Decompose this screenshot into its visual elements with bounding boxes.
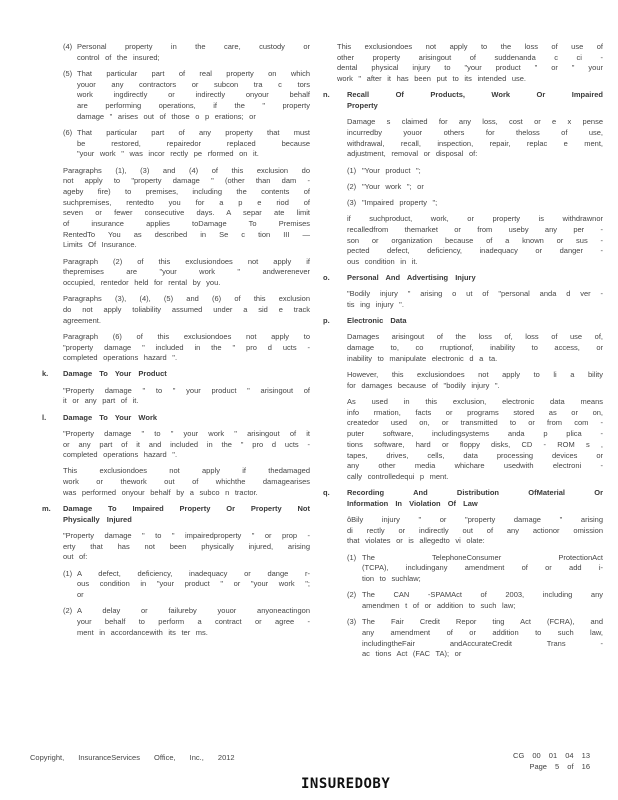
text-line: cally controlledequi p ment. [347, 471, 449, 481]
item-label: (4) [63, 42, 73, 51]
text-line: Paragraphs (1), (3) and (4) of this exclusion do [63, 165, 310, 175]
paragraph [347, 289, 603, 310]
item-label: n. [323, 90, 330, 100]
text-line: work " after it has been put to its intended use. [337, 74, 527, 84]
text-line: Paragraph (6) of this exclusiondoes not apply to [63, 331, 310, 341]
text-line: or any part of it and included in the " pro d ucts - [63, 439, 310, 449]
text-line: "your work " was incor rectly pe rformed on it. [77, 149, 259, 159]
text-line: work ingdirectly or indirectly onyour behalf [77, 90, 310, 100]
text-line: youor any contractors or subcon tra c tors [77, 79, 310, 89]
text-line: control of the insured; [77, 52, 160, 62]
text-line: pected defect, deficiency, inadequacy or danger - [347, 246, 603, 256]
paragraph [347, 332, 603, 364]
text-line: Damage To Your Work [63, 412, 158, 422]
text-line: This exclusiondoes not apply if thedamaged [63, 466, 310, 476]
section-heading [323, 273, 603, 284]
text-line: This exclusiondoes not apply to the loss of use of [337, 42, 603, 51]
text-line: Electronic Data [347, 316, 407, 326]
paragraph [347, 370, 603, 391]
text-line: damage " arises out of those o p erations; or [77, 111, 256, 121]
text-line: Recording And Distribution OfMaterial Or [347, 488, 603, 498]
item-label: (2) [347, 181, 357, 191]
text-line: "Impaired property "; [362, 197, 438, 207]
text-line: "Your work "; or [362, 181, 424, 191]
text-line: tions software, hard or floppy disks, CD - ROM s , [347, 439, 603, 449]
item-label: o. [323, 273, 330, 283]
text-line: A defect, deficiency, inadequacy or dange r- [77, 568, 310, 578]
paragraph [63, 429, 310, 461]
text-line: be restored, repairedor replaced because [77, 138, 310, 148]
text-line: any other media whichare usedwith electroni - [347, 461, 603, 471]
text-line: Damage To Your Product [63, 369, 167, 379]
text-line: "Property damage " to " your product " arisingout of [63, 385, 310, 395]
list-item [63, 569, 310, 601]
text-line: damage to, co rruptionof, inability to access, or [347, 343, 603, 353]
text-line: dental physical injury to "your product " or " your [337, 63, 603, 73]
text-line: for damages because of "bodily injury ". [347, 380, 500, 390]
paragraph [63, 166, 310, 252]
text-line: Limits Of Insurance. [63, 240, 137, 250]
page-number: Page 5 of 16 [529, 762, 590, 771]
text-line: not apply to "property damage " (other than dam - [63, 176, 310, 186]
text-line: The TelephoneConsumer ProtectionAct [362, 552, 603, 562]
section-heading [42, 413, 310, 424]
paragraph [63, 257, 310, 289]
item-label: q. [323, 488, 330, 498]
text-line: occupied, rentedor held for rental by you. [63, 278, 221, 288]
text-line: includingtheFair andAccurateCredit Trans - [362, 638, 603, 648]
text-line: Physically Injured [63, 514, 132, 524]
item-label: (2) [347, 590, 357, 600]
item-label: m. [42, 504, 51, 514]
text-line: was performed onyour behalf by a subco n tractor. [63, 487, 258, 497]
insured-copy-stamp: INSUREDOBY [301, 776, 391, 792]
paragraph [63, 332, 310, 364]
paragraph [63, 531, 310, 563]
text-line: As used in this exclusion, electronic data means [347, 396, 603, 406]
item-label: (3) [347, 617, 357, 627]
text-line: puter software, includingsystems anda p plica - [347, 429, 603, 439]
text-line: That particular part of real property on which [77, 68, 310, 78]
item-label: l. [42, 412, 47, 422]
text-line: ageby fire) to premises, including the contents of [63, 186, 310, 196]
text-line: (TCPA), includingany amendment of or add i- [362, 563, 603, 573]
text-line: The CAN -SPAMAct of 2003, including any [362, 590, 603, 600]
text-line: createdor used on, or transmitted to or from com - [347, 418, 603, 428]
paragraph [347, 515, 603, 547]
footer-form-reference [513, 750, 590, 772]
text-line: that violates or is allegedto vi olate: [347, 536, 485, 546]
text-line: or [77, 589, 84, 599]
text-line: any amendment of or addition to such law, [362, 627, 603, 637]
left-text-column [42, 42, 310, 644]
text-line: adjustment, removal or disposal of: [347, 149, 478, 159]
text-line: "Property damage " to " your work " arisingout of it [63, 428, 310, 438]
text-line: That particular part of any property that must [77, 127, 310, 137]
list-item [347, 182, 603, 193]
text-line: tion to suchlaw; [362, 574, 421, 584]
text-line: Damages arisingout of the loss of, loss of use of, [347, 332, 603, 342]
text-line: out of: [63, 552, 88, 562]
paragraph [337, 42, 603, 85]
text-line: "Property damage " to " impairedproperty " or prop - [63, 530, 310, 540]
item-label: (1) [63, 568, 73, 578]
paragraph [347, 117, 603, 160]
text-line: "Your product "; [362, 165, 421, 175]
text-line: Damage s claimed for any loss, cost or e x pense [347, 117, 603, 127]
text-line: However, this exclusiondoes not apply to li a bility [347, 370, 603, 380]
item-label: (6) [63, 127, 73, 137]
list-item [347, 553, 603, 585]
text-line: inability to manipulate electronic d a ta. [347, 353, 498, 363]
item-label: k. [42, 369, 49, 379]
text-line: Information In Violation Of Law [347, 498, 478, 508]
text-line: tapes, drives, cells, data processing devices or [347, 450, 603, 460]
item-label: (5) [63, 68, 73, 78]
text-line: thepremises are "your work " andwerenever [63, 267, 310, 277]
section-heading [42, 504, 310, 525]
list-item [347, 198, 603, 209]
section-heading [323, 316, 603, 327]
text-line: Property [347, 101, 378, 111]
text-line: RentedTo You as described in Se c tion III — [63, 229, 310, 239]
right-text-column [323, 42, 603, 665]
text-line: ac tions Act (FAC TA); or [362, 649, 462, 659]
section-heading [323, 90, 603, 111]
paragraph [63, 386, 310, 407]
text-line: ous condition in "your product " or "your work "; [77, 579, 310, 589]
text-line: erty that has not been physically injured, arising [63, 541, 310, 551]
text-line: "property damage " included in the " pro d ucts - [63, 342, 310, 352]
text-line: Personal property in the care, custody or [77, 42, 310, 51]
text-line: Paragraphs (3), (4), (5) and (6) of this exclusion [63, 294, 310, 304]
item-label: (2) [63, 606, 73, 616]
text-line: amendmen t of or addition to such law; [362, 600, 516, 610]
text-line: ous condition in it. [347, 256, 418, 266]
section-heading [323, 488, 603, 509]
text-line: Recall Of Products, Work Or Impaired [347, 90, 603, 100]
paragraph [63, 294, 310, 326]
text-line: it or any part of it. [63, 396, 139, 406]
text-line: withdrawal, recall, inspection, repair, replac e ment, [347, 138, 603, 148]
text-line: suchpremises, rentedto you for a p e riod of [63, 197, 310, 207]
text-line: agreement. [63, 315, 101, 325]
text-line: work or thework out of whichthe damagearises [63, 477, 310, 487]
list-item [63, 42, 310, 63]
text-line: Paragraph (2) of this exclusiondoes not apply if [63, 256, 310, 266]
paragraph [347, 214, 603, 268]
text-line: Damage To Impaired Property Or Property Not [63, 504, 310, 514]
text-line: A delay or failureby youor anyoneactingon [77, 606, 310, 616]
form-number: CG 00 01 04 13 [513, 751, 590, 760]
paragraph [63, 466, 310, 498]
text-line: incurredby youor others for theloss of use, [347, 127, 603, 137]
text-line: do not apply toliability assumed under a sid e track [63, 304, 310, 314]
list-item [63, 69, 310, 123]
item-label: p. [323, 316, 330, 326]
list-item [63, 606, 310, 638]
text-line: Personal And Advertising Injury [347, 273, 476, 283]
text-line: completed operations hazard ". [63, 450, 178, 460]
text-line: "Bodily injury " arising o ut of "personal anda d ver - [347, 289, 603, 299]
text-line: are performing operations, if the " property [77, 101, 310, 111]
copyright-text: Copyright, InsuranceServices Office, Inc., 2012 [30, 753, 235, 762]
text-line: info rmation, facts or programs stored as or on, [347, 407, 603, 417]
text-line: tis ing injury ". [347, 300, 404, 310]
text-line: The Fair Credit Repor ting Act (FCRA), and [362, 617, 603, 627]
text-line: son or organization because of a known or sus - [347, 235, 603, 245]
list-item [347, 166, 603, 177]
text-line: recalledfrom themarket or from useby any per - [347, 224, 603, 234]
text-line: of insurance applies toDamage To Premises [63, 219, 310, 229]
item-label: (3) [347, 197, 357, 207]
list-item [63, 128, 310, 160]
text-line: seven or fewer consecutive days. A separ ate limit [63, 208, 310, 218]
text-line: your behalf to perform a contract or agree - [77, 616, 310, 626]
list-item [347, 590, 603, 611]
text-line: if suchproduct, work, or property is withdrawnor [347, 214, 603, 224]
item-label: (1) [347, 165, 357, 175]
section-heading [42, 369, 310, 380]
text-line: completed operations hazard ". [63, 353, 178, 363]
list-item [347, 617, 603, 660]
text-line: other property arisingout of suddenanda c ci - [337, 52, 603, 62]
text-line: ôBily injury " or "property damage " arising [347, 515, 603, 525]
text-line: di rectly or indirectly out of any actionor omission [347, 525, 603, 535]
text-line: ment in accordancewith its ter ms. [77, 627, 208, 637]
item-label: (1) [347, 552, 357, 562]
paragraph [347, 397, 603, 483]
